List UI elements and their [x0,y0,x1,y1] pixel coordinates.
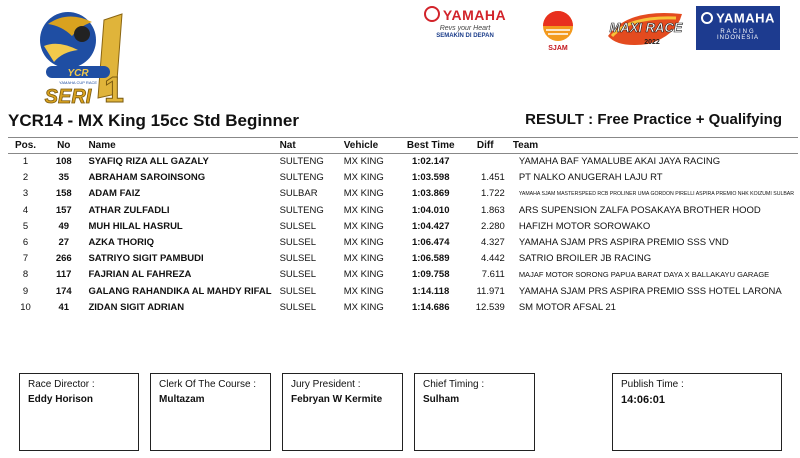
cell-nat: SULTENG [279,172,324,184]
cell-vehicle: MX KING [343,285,384,297]
results-table [8,137,798,315]
cell-team: SM MOTOR AFSAL 21 [518,301,616,313]
cell-pos: 7 [22,253,29,265]
clerk-value: Multazam [159,394,205,405]
cell-vehicle: MX KING [343,156,384,168]
publish-value: 14:06:01 [621,394,666,406]
yamaha-racing-indonesia-logo [696,6,780,50]
cell-best-time: 1:03.598 [411,172,450,184]
cell-vehicle: MX KING [343,237,384,249]
cell-nat: SULSEL [279,220,317,232]
cell-team: SATRIO BROILER JB RACING [518,253,652,265]
cell-nat: SULSEL [279,253,317,265]
table-row [8,186,798,202]
cell-diff: 7.611 [481,269,505,281]
cell-best-time: 1:04.010 [411,204,450,216]
yamaha-indonesia-sub: INDONESIA [716,35,759,41]
cell-team: HAFIZH MOTOR SOROWAKO [518,220,651,232]
cell-pos: 6 [22,237,29,249]
cell-name: AZKA THORIQ [88,237,155,249]
timing-label: Chief Timing : [423,379,485,390]
cell-pos: 4 [22,204,29,216]
cell-team: ARS SUPENSION ZALFA POSAKAYA BROTHER HOOD [518,204,761,216]
cell-pos: 2 [22,172,29,184]
table-row [8,170,798,186]
cell-name: ADAM FAIZ [88,188,141,200]
maxi-race-year: 2022 [644,39,660,46]
sjam-label: SJAM [548,45,568,52]
publish-time-box [612,373,782,451]
logo-seri-text: SERI [44,86,92,108]
cell-best-time: 1:03.869 [411,188,450,200]
cell-no: 157 [55,204,72,216]
yamaha-sponsor-logo [420,6,510,50]
cell-vehicle: MX KING [343,253,384,265]
cell-vehicle: MX KING [343,269,384,281]
yamaha-racing-fork-icon [701,12,713,24]
table-row [8,283,798,299]
header-diff: Diff [462,138,509,154]
cell-nat: SULTENG [279,156,324,168]
ycr-seri-logo [18,6,136,108]
header-pos: Pos. [8,138,43,154]
cell-team: PT NALKO ANUGERAH LAJU RT [518,172,663,184]
race-director-label: Race Director : [28,379,95,390]
cell-no: 117 [56,269,72,281]
yamaha-tuning-fork-icon [424,6,440,22]
cell-nat: SULSEL [279,301,317,313]
cell-vehicle: MX KING [343,301,384,313]
logo-ycr-text: YCR [67,68,89,79]
clerk-of-course-box [150,373,271,451]
cell-no: 35 [58,172,70,184]
cell-vehicle: MX KING [343,204,384,216]
cell-nat: SULSEL [279,237,317,249]
yamaha-brand: YAMAHA [442,6,507,23]
cell-no: 108 [55,156,72,168]
logo-subtitle: YAMAHA CUP RACE [58,80,98,85]
cell-name: SATRIYO SIGIT PAMBUDI [88,253,204,265]
table-row [8,154,798,170]
cell-nat: SULSEL [279,269,317,281]
cell-no: 27 [58,237,70,249]
sjam-sun-icon [538,6,578,42]
cell-name: ABRAHAM SAROINSONG [88,172,206,184]
cell-best-time: 1:09.758 [411,269,450,281]
jury-value: Febryan W Kermite [291,394,383,405]
publish-label: Publish Time : [621,379,684,390]
yamaha-racing-brand: YAMAHA [716,10,775,26]
header-team: Team [509,138,798,154]
cell-vehicle: MX KING [343,220,384,232]
cell-diff: 1.722 [481,188,505,200]
cell-name: ATHAR ZULFADLI [88,204,170,216]
cell-vehicle: MX KING [343,172,384,184]
chief-timing-box [414,373,535,451]
header-vehicle: Vehicle [340,138,400,154]
sjam-sponsor-logo [530,6,586,50]
table-row [8,251,798,267]
timing-value: Sulham [423,394,460,405]
cell-diff: 4.327 [481,237,505,249]
cell-diff: 4.442 [481,253,505,265]
event-title: YCR14 - MX King 15cc Std Beginner [8,111,299,130]
table-row [8,299,798,315]
cell-best-time: 1:06.474 [411,237,450,249]
cell-pos: 8 [22,269,29,281]
cell-pos: 10 [20,301,31,313]
cell-best-time: 1:14.118 [412,285,450,297]
cell-best-time: 1:04.427 [411,220,450,232]
cell-pos: 1 [22,156,29,168]
cell-best-time: 1:14.686 [411,301,450,313]
maxi-race-text: MAXI RACE [609,20,683,35]
jury-label: Jury President : [291,379,361,390]
cell-diff [462,154,509,170]
cell-nat: SULSEL [279,285,317,297]
cell-team: YAMAHA BAF YAMALUBE AKAI JAYA RACING [518,156,721,168]
cell-pos: 9 [22,285,29,297]
cell-best-time: 1:06.589 [411,253,450,265]
header-name: Name [84,138,275,154]
cell-nat: SULBAR [279,188,318,200]
result-title: RESULT : Free Practice + Qualifying [525,111,782,128]
cell-name: MUH HILAL HASRUL [88,220,183,232]
yamaha-slogan: SEMAKIN DI DEPAN [436,33,494,39]
table-row [8,234,798,250]
cell-pos: 3 [22,188,29,200]
logo-number: 1 [103,69,125,108]
cell-name: FAJRIAN AL FAHREZA [88,269,192,281]
cell-name: ZIDAN SIGIT ADRIAN [88,301,185,313]
jury-president-box [282,373,403,451]
header-no: No [43,138,84,154]
cell-name: GALANG RAHANDIKA AL MAHDY RIFAL [88,285,272,297]
cell-no: 158 [55,188,72,200]
cell-diff: 2.280 [481,220,505,232]
cell-team: YAMAHA SJAM PRS ASPIRA PREMIO SSS HOTEL LARONA [518,285,782,297]
yamaha-racing-sub: RACING [720,29,756,35]
table-row [8,202,798,218]
cell-no: 266 [55,253,72,265]
cell-nat: SULTENG [279,204,324,216]
yamaha-tagline: Revs your Heart [439,25,491,32]
cell-team: YAMAHA SJAM MASTERSPEED RCB PROLINER UMA GORDON PIRELLI ASPIRA PREMIO NHK KOIZUMI SULBAR [518,190,794,197]
cell-vehicle: MX KING [343,188,384,200]
race-director-value: Eddy Horison [28,394,94,405]
table-row [8,218,798,234]
cell-diff: 1.863 [481,204,505,216]
header-nat: Nat [276,138,340,154]
table-row [8,267,798,283]
table-header-row [8,138,798,154]
cell-no: 174 [55,285,72,297]
cell-team: YAMAHA SJAM PRS ASPIRA PREMIO SSS VND [518,237,729,249]
cell-name: SYAFIQ RIZA ALL GAZALY [88,156,209,168]
cell-no: 41 [58,301,70,313]
maxi-race-logo [602,6,688,50]
cell-best-time: 1:02.147 [411,156,450,168]
clerk-label: Clerk Of The Course : [159,379,257,390]
cell-no: 49 [58,220,70,232]
cell-diff: 12.539 [475,301,505,313]
cell-diff: 11.971 [476,285,505,297]
cell-pos: 5 [22,220,29,232]
race-director-box [19,373,139,451]
cell-team: MAJAF MOTOR SORONG PAPUA BARAT DAYA X BALLAKAYU GARAGE [518,270,770,280]
header-best-time: Best Time [400,138,462,154]
cell-diff: 1.451 [481,172,505,184]
